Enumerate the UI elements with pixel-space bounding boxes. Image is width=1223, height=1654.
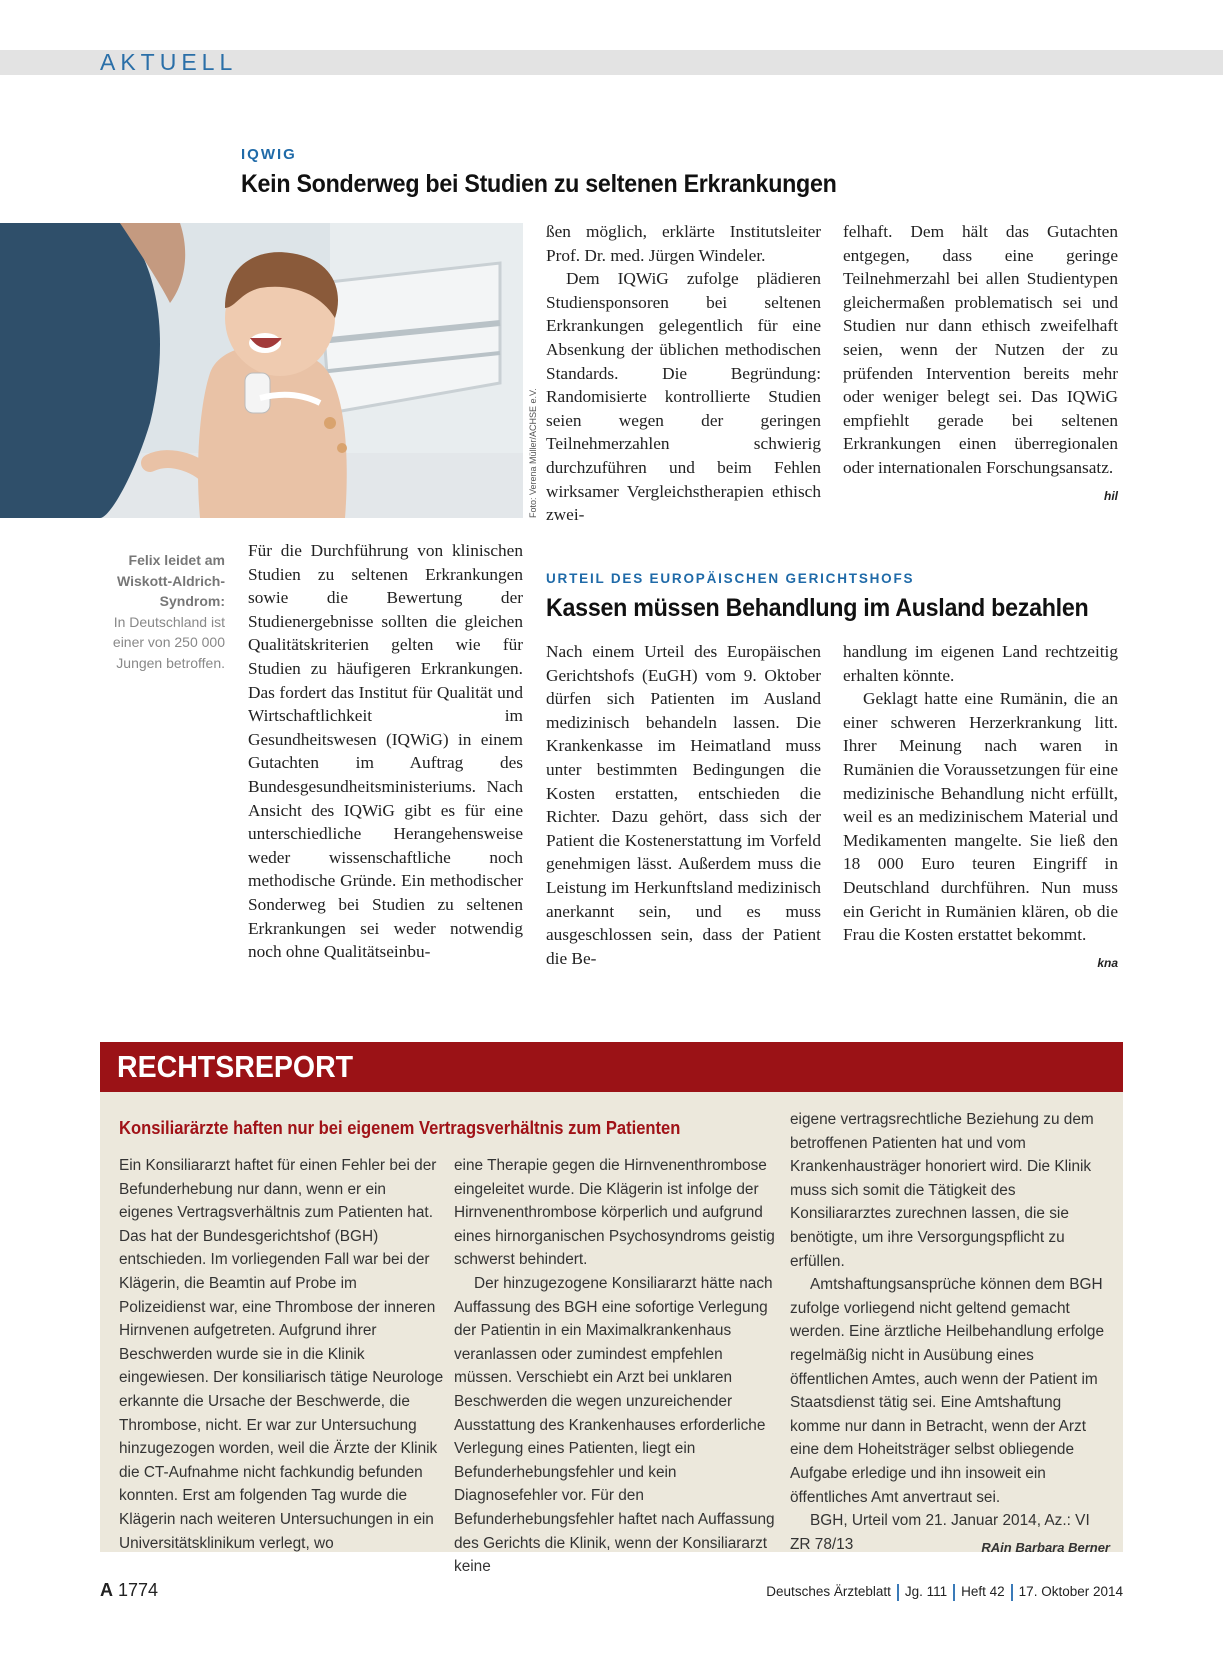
- rechtsreport-col3: [790, 1108, 1110, 1559]
- footer-date: 17. Oktober 2014: [1018, 1584, 1123, 1600]
- photo-credit: Foto: Verena Müller/ACHSE e.V.: [528, 388, 538, 518]
- rechtsreport-col2: [454, 1154, 779, 1579]
- rechtsreport-col1-text: Ein Konsiliararzt haftet für einen Fehler bei der Befunderhebung nur dann, wenn er ein eigenes Vertragsverhältnis zum Patienten hat. Das hat der Bundesgerichtshof (BGH) entschieden. Im vorliegenden Fall war bei der Klägerin, die Beamtin auf Probe im Polizeidienst war, eine Thrombose der inneren Hirnvenen aufgetreten. Aufgrund ihrer Beschwerden wurde sie in die Klinik eingewiesen. Der konsiliarisch tätige Neurologe erkannte die Ursache der Beschwerde, die Thrombose, nicht. Er war zur Untersuchung hinzugezogen worden, weil die Ärzte der Klinik die CT-Aufnahme nicht fachkundig befunden konnten. Erst am folgenden Tag wurde die Klägerin nach weiteren Untersuchungen in ein Universitätsklinikum verlegt, wo: [119, 1157, 444, 1552]
- article1-col1: [248, 539, 523, 964]
- article2-col1: [546, 640, 821, 970]
- footer-journal: Deutsches Ärzteblatt: [766, 1584, 891, 1600]
- article2-signature: kna: [1097, 955, 1118, 970]
- article2-col2-p2: Geklagt hatte eine Rumänin, die an einer schweren Herzerkrankung litt. Ihrer Meinung nach waren in Rumänien die Voraussetzungen für eine medizinische Behandlung nicht erfüllt, weil es an medizinischem Material und Medikamenten mangelte. Sie ließ den 18 000 Euro teuren Eingriff in Deutschland durchführen. Nun muss ein Gericht in Rumänien klären, ob die Frau die Kosten erstattet bekommt. kna: [843, 687, 1118, 947]
- footer-volume: Jg. 111: [904, 1584, 948, 1600]
- section-label: AKTUELL: [100, 49, 238, 75]
- rechtsreport-band-title: RECHTSREPORT: [117, 1049, 354, 1084]
- article1-title: Kein Sonderweg bei Studien zu seltenen Erkrankungen: [241, 170, 837, 198]
- article-photo: [0, 223, 523, 518]
- article2-col2: [843, 640, 1118, 975]
- footer-publication: [766, 1584, 1123, 1601]
- article1-col2: [546, 220, 821, 527]
- article1-col2-p1: ßen möglich, erklärte Institutsleiter Prof. Dr. med. Jürgen Windeler.: [546, 222, 821, 265]
- page-number: A 1774: [100, 1580, 159, 1600]
- article2-kicker: URTEIL DES EUROPÄISCHEN GERICHTSHOFS: [546, 571, 915, 586]
- article2-col1-text: Nach einem Urteil des Europäischen Gerichtshofs (EuGH) vom 9. Oktober dürfen sich Patienten im Ausland medizinisch behandeln lassen. Die Krankenkasse im Heimatland muss unter bestimmten Bedingungen die Kosten erstatten, entschieden die Richter. Dazu gehört, dass sich der Patient die Kostenerstattung im Vorfeld genehmigen lässt. Außerdem muss die Leistung im Herkunftsland medizinisch anerkannt sein, und es muss ausgeschlossen sein, dass der Patient die Be-: [546, 642, 821, 968]
- article1-kicker: IQWIG: [241, 146, 297, 163]
- rechtsreport-col1: [119, 1154, 444, 1555]
- rechtsreport-col3-p1: eigene vertragsrechtliche Beziehung zu dem betroffenen Patienten hat und vom Krankenhausträger honoriert wird. Die Klinik muss sich somit die Tätigkeit des Konsiliararztes zurechnen lassen, die sie benötigte, um ihre Versorgungspflicht zu erfüllen.: [790, 1111, 1094, 1270]
- rechtsreport-col2-p2: Der hinzugezogene Konsiliararzt hätte nach Auffassung des BGH eine sofortige Verlegung der Patientin in ein Maximalkrankenhaus veranlassen oder zumindest empfehlen müssen. Verschiebt ein Arzt bei unklaren Beschwerden die wegen unzureichender Ausstattung des Krankenhauses erforderliche Verlegung eines Patienten, liegt ein Befunderhebungsfehler und kein Diagnosefehler vor. Für den Befunderhebungsfehler haftet nach Auffassung des Gerichts die Klinik, wenn der Konsiliararzt keine: [454, 1274, 775, 1576]
- photo-caption: [105, 550, 225, 673]
- article1-col3-text: felhaft. Dem hält das Gutachten entgegen, dass eine geringe Teilnehmerzahl bei allen Studientypen gleichermaßen problematisch sei und Studien nur dann ethisch zweifelhaft seien, wenn der Nutzen der zu prüfenden Intervention bereits mehr oder weniger belegt sei. Das IQWiG empfiehlt gerade bei seltenen Erkrankungen einen überregionalen oder internationalen Forschungsansatz. hil: [843, 220, 1118, 480]
- caption-bold: Felix leidet am Wiskott-Aldrich-Syndrom:: [117, 552, 225, 609]
- rechtsreport-title: Konsiliarärzte haften nur bei eigenem Vertragsverhältnis zum Patienten: [119, 1118, 681, 1138]
- article1-col1-text: Für die Durchführung von klinischen Studien zu seltenen Erkrankungen sowie die Bewertung der Studienergebnisse sollten die gleichen Qualitätskriterien gelten wie für Studien zu häufigeren Erkrankungen. Das fordert das Institut für Qualität und Wirtschaftlichkeit im Gesundheitswesen (IQWiG) in einem Gutachten im Auftrag des Bundesgesundheitsministeriums. Nach Ansicht des IQWiG gibt es für eine unterschiedliche Herangehensweise weder wissenschaftliche noch methodische Gründe. Ein methodischer Sonderweg bei Studien zu seltenen Erkrankungen sei weder notwendig noch ohne Qualitätseinbu-: [248, 541, 523, 962]
- rechtsreport-col3-p3: BGH, Urteil vom 21. Januar 2014, Az.: VI ZR 78/13 RAin Barbara Berner: [790, 1509, 1110, 1556]
- article2-title: Kassen müssen Behandlung im Ausland bezahlen: [546, 594, 1089, 622]
- article1-signature: hil: [1104, 488, 1118, 503]
- article2-col2-p1: handlung im eigenen Land rechtzeitig erhalten könnte.: [843, 642, 1118, 685]
- rechtsreport-signature: RAin Barbara Berner: [981, 1539, 1110, 1555]
- footer-issue: Heft 42: [961, 1584, 1005, 1600]
- article1-col3: [843, 220, 1118, 508]
- photo-illustration: [0, 223, 523, 518]
- article1-col2-p2: Dem IQWiG zufolge plädieren Studiensponsoren bei seltenen Erkrankungen gelegentlich für eine Absenkung der üblichen methodischen Standards. Die Begründung: Randomisierte kontrollierte Studien seien wegen der geringen Teilnehmerzahlen schwierig durchzuführen und beim Fehlen wirksamer Vergleichstherapien ethisch zwei-: [546, 269, 821, 525]
- caption-text: In Deutschland ist einer von 250 000 Jungen betroffen.: [112, 613, 225, 671]
- rechtsreport-col3-p2: Amtshaftungsansprüche können dem BGH zufolge vorliegend nicht geltend gemacht werden. Eine ärztliche Heilbehandlung erfolge regelmäßig nicht in Ausübung eines öffentlichen Amtes, auch wenn der Patient im Staatsdienst tätig sei. Eine Amtshaftung komme nur dann in Betracht, wenn der Arzt eine dem Hoheitsträger selbst obliegende Aufgabe erledige und ihn insoweit ein öffentliches Amt anvertraut sei.: [790, 1276, 1104, 1506]
- rechtsreport-col2-p1: eine Therapie gegen die Hirnvenenthrombose eingeleitet wurde. Die Klägerin ist infolge der Hirnvenenthrombose körperlich und aufgrund eines hirnorganischen Psychosyndroms geistig schwerst behindert.: [454, 1157, 775, 1269]
